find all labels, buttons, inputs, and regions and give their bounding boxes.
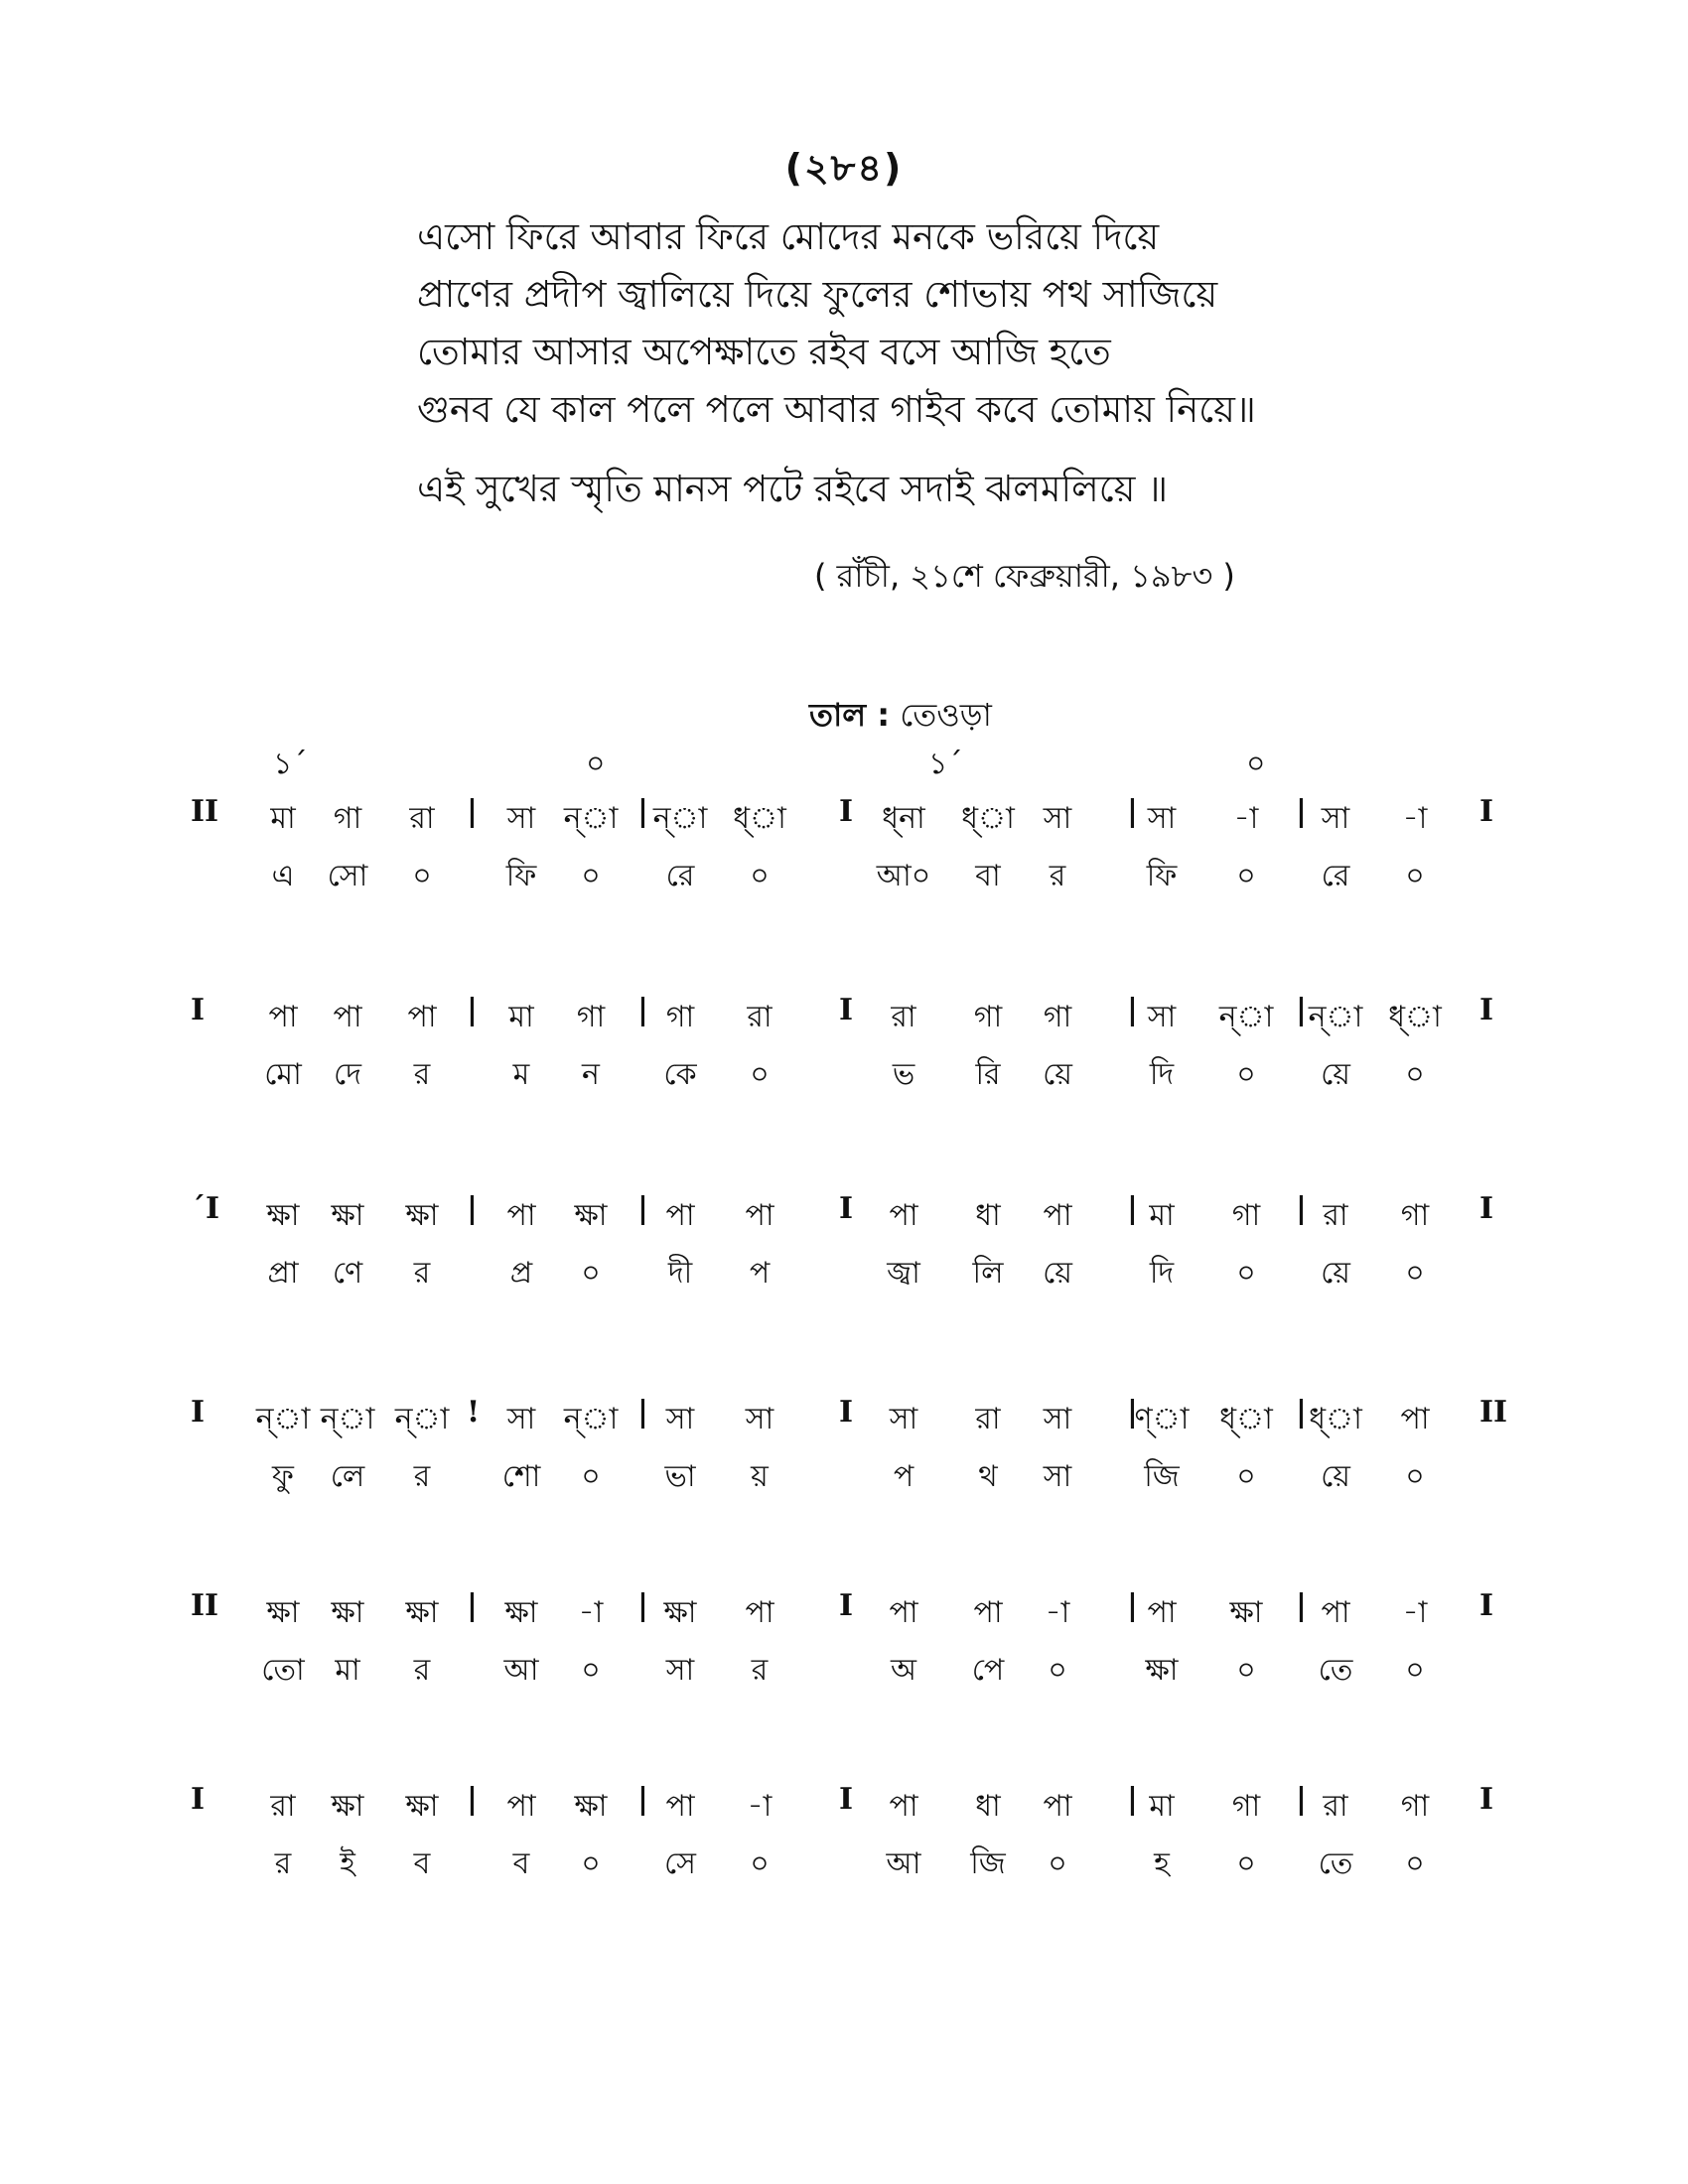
swara-note: ন্‌া (255, 1402, 311, 1436)
lyric-syllable: সা (1043, 1459, 1072, 1494)
bar-line: I (839, 1588, 854, 1623)
refrain-line: এই সুখের স্মৃতি মানস পটে রইবে সদাই ঝলমলিয়ে ॥ (417, 468, 1169, 510)
lyric-syllable: প্র (509, 1256, 533, 1291)
page-number: (২৮৪) (784, 146, 904, 190)
swara-note: ক্ষা (405, 1198, 439, 1233)
lyric-syllable: ০ (1048, 1846, 1067, 1881)
lyric-syllable: ০ (1236, 1846, 1256, 1881)
swara-note: ধা (975, 1789, 1001, 1824)
lyric-syllable: ব (413, 1846, 431, 1881)
bar-line: I (1479, 794, 1494, 829)
lyric-syllable: প (749, 1256, 771, 1291)
swara-note: পা (745, 1198, 774, 1233)
lyric-syllable: ন (582, 1057, 600, 1092)
swara-note: -া (747, 1789, 773, 1824)
swara-note: ক্ষা (663, 1595, 697, 1630)
swara-note: গা (333, 801, 362, 836)
swara-note: ধ্‌া (1219, 1402, 1273, 1436)
swara-note: সা (1147, 1000, 1177, 1034)
bar-line: | (1296, 1191, 1307, 1226)
lyric-syllable: ০ (1236, 1459, 1256, 1494)
lyric-line-1: এসো ফিরে আবার ফিরে মোদের মনকে ভরিয়ে দিয়ে (417, 215, 1160, 258)
swara-note: ণ্‌া (1134, 1402, 1190, 1436)
bar-line: I (1479, 993, 1494, 1027)
lyric-syllable: তো (261, 1653, 305, 1688)
lyric-syllable: রে (665, 859, 695, 893)
lyric-syllable: য় (751, 1459, 769, 1494)
swara-note: ধ্‌া (1388, 1000, 1442, 1034)
lyric-syllable: ০ (1405, 1256, 1425, 1291)
lyric-syllable: অ (891, 1653, 916, 1688)
lyric-syllable: ফি (505, 859, 537, 893)
beat-mark-khali-1: ০ (586, 747, 606, 781)
lyric-syllable: আ (503, 1653, 539, 1688)
swara-note: সা (506, 1402, 536, 1436)
bar-line: II (191, 794, 219, 829)
swara-note: রা (1323, 1198, 1348, 1233)
lyric-syllable: ০ (1236, 1057, 1256, 1092)
beat-mark-khali-2: ০ (1246, 747, 1266, 781)
lyric-syllable: ০ (1405, 1459, 1425, 1494)
swara-note: গা (665, 1000, 695, 1034)
lyric-syllable: প (893, 1459, 914, 1494)
bar-line: | (1296, 993, 1307, 1027)
lyric-syllable: মা (335, 1653, 360, 1688)
swara-note: গা (1043, 1000, 1072, 1034)
lyric-syllable: আ০ (876, 859, 931, 893)
swara-note: ন্‌া (394, 1402, 450, 1436)
swara-note: ক্ষা (1229, 1595, 1263, 1630)
bar-line: | (1296, 794, 1307, 829)
swara-note: পা (889, 1198, 918, 1233)
bar-line: | (637, 993, 648, 1027)
swara-note: গা (1231, 1789, 1261, 1824)
lyric-syllable: জি (970, 1846, 1006, 1881)
lyric-line-4: গুনব যে কাল পলে পলে আবার গাইব কবে তোমায় নিয়ে॥ (417, 388, 1256, 431)
lyric-syllable: র (413, 1653, 431, 1688)
lyric-syllable: ০ (581, 1653, 601, 1688)
lyric-syllable: ই (340, 1846, 355, 1881)
bar-line: | (637, 794, 648, 829)
swara-note: ক্ষা (504, 1595, 538, 1630)
swara-note: -া (1045, 1595, 1070, 1630)
lyric-syllable: ০ (1405, 1846, 1425, 1881)
swara-note: রা (409, 801, 435, 836)
lyric-syllable: য়ে (1043, 1057, 1072, 1092)
swara-note: গা (1400, 1198, 1430, 1233)
lyric-syllable: প্রা (267, 1256, 299, 1291)
lyric-syllable: ০ (581, 1846, 601, 1881)
swara-note: রা (891, 1000, 916, 1034)
bar-line: I (191, 1782, 206, 1817)
lyric-syllable: ০ (581, 859, 601, 893)
lyric-syllable: ০ (1405, 1653, 1425, 1688)
lyric-syllable: ফি (1146, 859, 1178, 893)
swara-note: গা (1400, 1789, 1430, 1824)
lyric-syllable: ০ (1405, 1057, 1425, 1092)
source-note: ( রাঁচী, ২১শে ফেব্রুয়ারী, ১৯৮৩ ) (814, 557, 1235, 595)
swara-note: ধ্‌না (882, 801, 925, 836)
swara-note: -া (1233, 801, 1259, 836)
lyric-syllable: হ (1154, 1846, 1170, 1881)
swara-note: ক্ষা (331, 1595, 364, 1630)
swara-note: গা (973, 1000, 1003, 1034)
beat-mark-sam-2: ১´ (928, 747, 963, 781)
lyric-syllable: ০ (581, 1459, 601, 1494)
notation-row (0, 1588, 1688, 1707)
bar-line: I (839, 794, 854, 829)
lyric-syllable: মো (264, 1057, 302, 1092)
lyric-syllable: য়ে (1321, 1057, 1350, 1092)
bar-line: | (1296, 1588, 1307, 1623)
swara-note: পা (1043, 1789, 1072, 1824)
lyric-syllable: ০ (581, 1256, 601, 1291)
bar-line: | (467, 794, 478, 829)
swara-note: রা (747, 1000, 773, 1034)
swara-note: পা (506, 1198, 536, 1233)
swara-note: পা (1043, 1198, 1072, 1233)
lyric-syllable: দে (334, 1057, 361, 1092)
swara-note: -া (1402, 801, 1428, 836)
lyric-syllable: বা (975, 859, 1001, 893)
lyric-syllable: দি (1149, 1256, 1175, 1291)
lyric-syllable: ফু (272, 1459, 294, 1494)
bar-line: I (839, 1191, 854, 1226)
swara-note: পা (889, 1789, 918, 1824)
notation-row (0, 794, 1688, 913)
notation-row (0, 993, 1688, 1112)
lyric-syllable: সো (327, 859, 368, 893)
lyric-syllable: ভা (664, 1459, 696, 1494)
swara-note: ক্ষা (405, 1789, 439, 1824)
bar-line: | (467, 1782, 478, 1817)
bar-line: I (191, 1395, 206, 1430)
swara-note: পা (506, 1789, 536, 1824)
bar-line: | (1127, 1782, 1138, 1817)
swara-note: ন্‌া (563, 1402, 619, 1436)
lyric-syllable: রে (1321, 859, 1350, 893)
bar-line: I (839, 1782, 854, 1817)
lyric-syllable: ভ (892, 1057, 915, 1092)
swara-note: ক্ষা (266, 1198, 300, 1233)
bar-line: | (1127, 1588, 1138, 1623)
lyrics-block (417, 208, 1410, 518)
lyric-syllable: ০ (750, 1846, 770, 1881)
beat-marks (0, 740, 1688, 779)
notation-row (0, 1191, 1688, 1310)
lyric-syllable: ০ (750, 1057, 770, 1092)
swara-note: ন্‌া (563, 801, 619, 836)
swara-note: -া (1402, 1595, 1428, 1630)
swara-note: ধ্‌া (733, 801, 786, 836)
taal-label: তাল : (809, 696, 891, 734)
lyric-syllable: এ (271, 859, 295, 893)
swara-note: মা (508, 1000, 534, 1034)
lyric-syllable: রি (975, 1057, 1001, 1092)
lyric-syllable: থ (978, 1459, 998, 1494)
lyric-line-2: প্রাণের প্রদীপ জ্বালিয়ে দিয়ে ফুলের শোভায় পথ সাজিয়ে (417, 273, 1218, 316)
bar-line: I (839, 1395, 854, 1430)
lyric-syllable: দি (1149, 1057, 1175, 1092)
swara-note: ক্ষা (574, 1789, 608, 1824)
swara-note: মা (1149, 1198, 1175, 1233)
swara-note: পা (973, 1595, 1003, 1630)
lyric-syllable: ব (512, 1846, 530, 1881)
swara-note: পা (407, 1000, 437, 1034)
bar-line: | (1127, 993, 1138, 1027)
swara-note: সা (506, 801, 536, 836)
bar-line: | (1296, 1395, 1307, 1430)
lyric-syllable: য়ে (1321, 1256, 1350, 1291)
bar-line: ´I (191, 1191, 220, 1226)
lyric-line-3: তোমার আসার অপেক্ষাতে রইব বসে আজি হতে (417, 331, 1111, 373)
swara-note: রা (270, 1789, 296, 1824)
swara-note: সা (1043, 1402, 1072, 1436)
lyric-syllable: র (274, 1846, 292, 1881)
swara-note: সা (1321, 801, 1350, 836)
swara-note: রা (975, 1402, 1001, 1436)
bar-line: I (1479, 1782, 1494, 1817)
bar-line: I (191, 993, 206, 1027)
swara-note: রা (1323, 1789, 1348, 1824)
bar-line: I (1479, 1588, 1494, 1623)
lyric-syllable: র (1049, 859, 1066, 893)
swara-note: গা (576, 1000, 606, 1034)
lyric-syllable: ণে (332, 1256, 363, 1291)
bar-line: I (839, 993, 854, 1027)
lyric-syllable: র (413, 1057, 431, 1092)
lyric-syllable: ০ (1048, 1653, 1067, 1688)
swara-note: ক্ষা (405, 1595, 439, 1630)
swara-note: পা (333, 1000, 362, 1034)
taal-name: তেওড়া (900, 696, 992, 734)
swara-note: ক্ষা (331, 1198, 364, 1233)
swara-note: পা (268, 1000, 298, 1034)
bar-line: | (467, 993, 478, 1027)
bar-line: ! (467, 1395, 481, 1430)
lyric-syllable: সে (664, 1846, 696, 1881)
lyric-syllable: কে (663, 1057, 697, 1092)
lyric-syllable: ০ (1236, 859, 1256, 893)
lyric-syllable: ০ (1236, 1256, 1256, 1291)
notation-row (0, 1782, 1688, 1901)
swara-note: সা (1147, 801, 1177, 836)
swara-note: সা (1043, 801, 1072, 836)
lyric-syllable: তে (1318, 1653, 1353, 1688)
swara-note: পা (745, 1595, 774, 1630)
swara-note: মা (1149, 1789, 1175, 1824)
swara-note: সা (665, 1402, 695, 1436)
lyric-syllable: লে (330, 1459, 365, 1494)
lyric-syllable: আ (886, 1846, 921, 1881)
bar-line: II (1479, 1395, 1508, 1430)
bar-line: | (637, 1588, 648, 1623)
swara-note: মা (270, 801, 296, 836)
swara-note: ধা (975, 1198, 1001, 1233)
bar-line: | (1127, 1395, 1138, 1430)
lyric-syllable: র (751, 1653, 769, 1688)
swara-note: ধ্‌া (1309, 1402, 1362, 1436)
lyric-syllable: র (413, 1459, 431, 1494)
taal-heading (809, 690, 992, 744)
swara-note: পা (1147, 1595, 1177, 1630)
bar-line: II (191, 1588, 219, 1623)
swara-note: পা (665, 1789, 695, 1824)
swara-note: পা (1321, 1595, 1350, 1630)
lyric-syllable: লি (972, 1256, 1004, 1291)
swara-note: পা (665, 1198, 695, 1233)
bar-line: | (1127, 794, 1138, 829)
beat-mark-sam-1: ১´ (273, 747, 308, 781)
swara-note: পা (1400, 1402, 1430, 1436)
lyric-syllable: জি (1144, 1459, 1180, 1494)
bar-line: | (1296, 1782, 1307, 1817)
swara-note: সা (745, 1402, 774, 1436)
lyric-syllable: শো (501, 1459, 541, 1494)
lyric-syllable: ম (512, 1057, 530, 1092)
lyric-syllable: ০ (750, 859, 770, 893)
swara-note: ন্‌া (1308, 1000, 1363, 1034)
lyric-syllable: য়ে (1043, 1256, 1072, 1291)
lyric-syllable: ০ (412, 859, 432, 893)
swara-note: ন্‌া (320, 1402, 375, 1436)
bar-line: | (637, 1782, 648, 1817)
swara-note: ধ্‌া (961, 801, 1015, 836)
bar-line: | (637, 1395, 648, 1430)
bar-line: | (467, 1588, 478, 1623)
lyric-syllable: তে (1318, 1846, 1353, 1881)
lyric-syllable: ক্ষা (1145, 1653, 1179, 1688)
lyric-syllable: র (413, 1256, 431, 1291)
bar-line: | (467, 1191, 478, 1226)
swara-note: ক্ষা (331, 1789, 364, 1824)
lyric-syllable: সা (665, 1653, 695, 1688)
lyric-syllable: য়ে (1321, 1459, 1350, 1494)
lyric-syllable: ০ (1236, 1653, 1256, 1688)
bar-line: | (637, 1191, 648, 1226)
swara-note: পা (889, 1595, 918, 1630)
lyric-syllable: পে (971, 1653, 1005, 1688)
swara-note: ক্ষা (574, 1198, 608, 1233)
swara-note: ন্‌া (652, 801, 708, 836)
bar-line: | (1127, 1191, 1138, 1226)
lyric-syllable: জ্বা (887, 1256, 920, 1291)
swara-note: গা (1231, 1198, 1261, 1233)
lyric-syllable: ০ (1405, 859, 1425, 893)
swara-note: ক্ষা (266, 1595, 300, 1630)
swara-note: -া (578, 1595, 604, 1630)
bar-line: I (1479, 1191, 1494, 1226)
swara-note: সা (889, 1402, 918, 1436)
notation-row (0, 1395, 1688, 1514)
lyric-syllable: দী (667, 1256, 693, 1291)
swara-note: ন্‌া (1218, 1000, 1274, 1034)
